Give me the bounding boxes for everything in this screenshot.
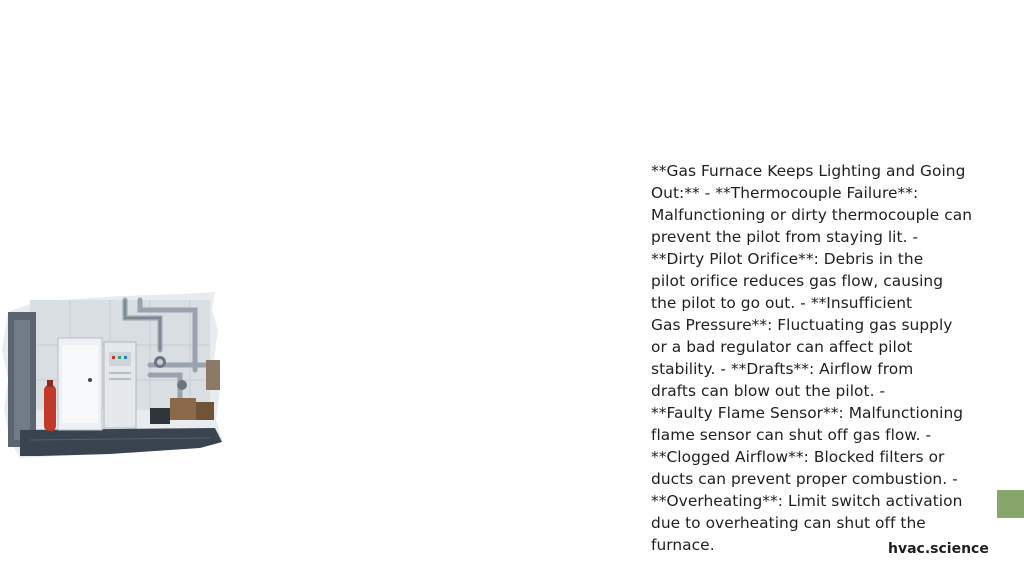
accent-square <box>997 490 1024 518</box>
furnace-room-illustration <box>0 290 232 460</box>
body-text: **Gas Furnace Keeps Lighting and Going Out:** - **Thermocouple Failure**: Malfunctioning or dirty thermocouple can prevent the pilot from staying lit. - **Dirty Pilot Orifice**: Debris in the pilot orifice reduces gas flow, causing the pilot to go out. - **Insufficient Gas Pressure**: Fluctuating gas supply or a bad regulator can affect pilot stability. - **Drafts**: Airflow from drafts can blow out the pilot. - **Faulty Flame Sensor**: Malfunctioning flame sensor can shut off gas flow. - **Clogged Airflow**: Blocked filters or ducts can prevent proper combustion. - **Overheating**: Limit switch activation due to overheating can shut off the furnace. <box>651 162 973 554</box>
brand-logo-text: hvac.science <box>888 541 989 557</box>
